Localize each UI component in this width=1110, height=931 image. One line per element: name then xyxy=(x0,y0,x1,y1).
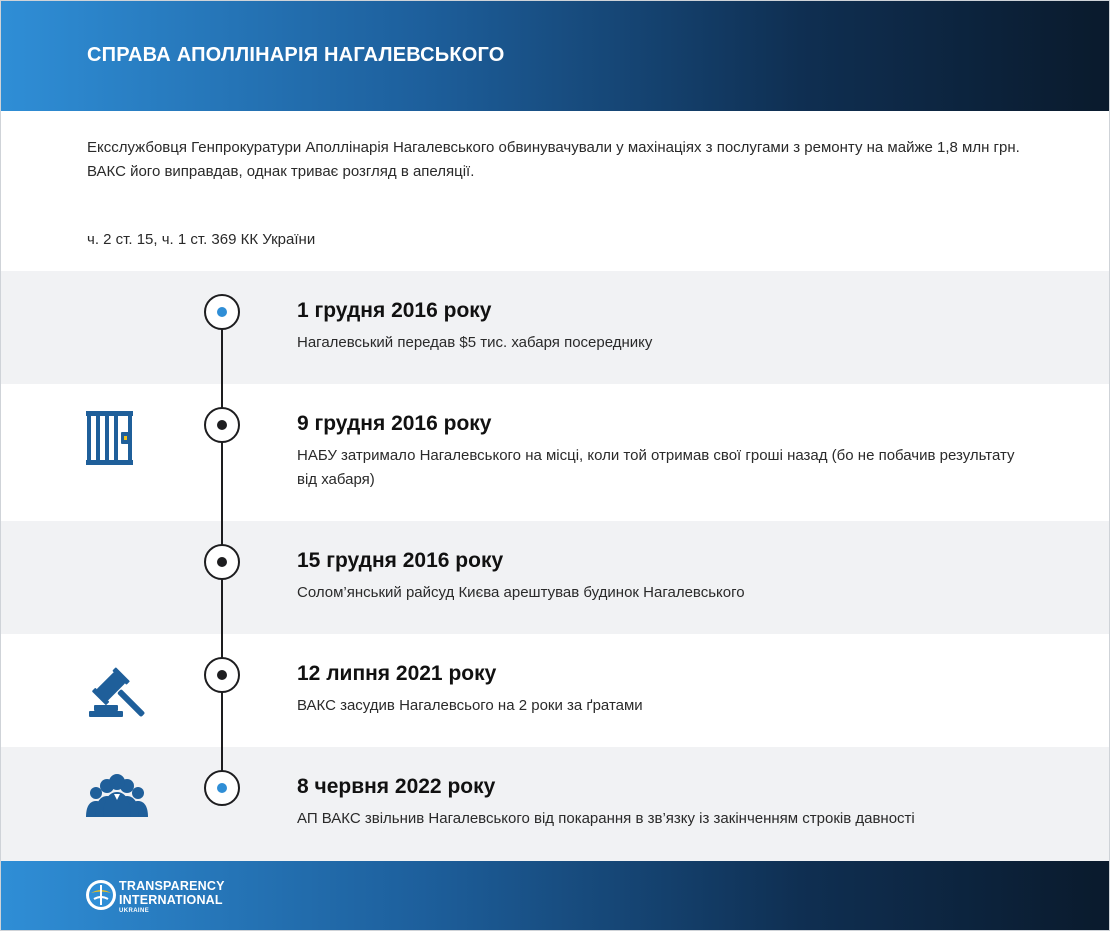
event-date-2: 9 грудня 2016 року xyxy=(297,412,492,435)
timeline-row-4 xyxy=(1,634,1110,747)
event-description-5: АП ВАКС звільнив Нагалевського від покарання в зв’язку із закінченням строків давності xyxy=(297,810,915,827)
timeline-node-4 xyxy=(204,657,240,693)
footer-banner xyxy=(1,861,1110,931)
logo-text-ukraine: UKRAINE xyxy=(119,908,150,914)
jail-bars-icon xyxy=(86,411,134,467)
page-title: СПРАВА АПОЛЛІНАРІЯ НАГАЛЕВСЬКОГО xyxy=(87,44,505,66)
timeline-row-1 xyxy=(1,271,1110,384)
intro-text: Ексслужбовця Генпрокуратури Аполлінарія Нагалевського обвинувачували у махінаціях з послугами з ремонту на майже 1,8 млн грн. ВАКС його виправдав, однак триває розгляд в апеляції. xyxy=(87,139,1020,180)
globe-logo-icon xyxy=(85,879,117,911)
timeline-dot xyxy=(217,420,227,430)
event-date-3: 15 грудня 2016 року xyxy=(297,549,504,572)
timeline-dot xyxy=(217,557,227,567)
event-date-5: 8 червня 2022 року xyxy=(297,775,496,798)
event-date-1: 1 грудня 2016 року xyxy=(297,299,492,322)
timeline-dot xyxy=(217,670,227,680)
gavel-icon xyxy=(85,661,149,725)
header-banner xyxy=(1,1,1110,111)
timeline-row-5 xyxy=(1,747,1110,861)
law-reference: ч. 2 ст. 15, ч. 1 ст. 369 КК України xyxy=(87,231,316,248)
event-description-2: НАБУ затримало Нагалевського на місці, коли той отримав свої гроші назад (бо не побачив результату від хабаря) xyxy=(297,447,1015,488)
judges-panel-icon xyxy=(85,773,149,819)
ti-ukraine-logo xyxy=(85,877,245,917)
timeline-dot xyxy=(217,783,227,793)
event-date-4: 12 липня 2021 року xyxy=(297,662,497,685)
event-description-3: Солом’янський райсуд Києва арештував будинок Нагалевського xyxy=(297,584,745,601)
logo-text-transparency: TRANSPARENCY xyxy=(119,879,225,893)
timeline-row-3 xyxy=(1,521,1110,634)
timeline-node-1 xyxy=(204,294,240,330)
event-description-1: Нагалевський передав $5 тис. хабаря посереднику xyxy=(297,334,653,351)
timeline-node-5 xyxy=(204,770,240,806)
logo-text-international: INTERNATIONAL xyxy=(119,893,223,907)
timeline-node-2 xyxy=(204,407,240,443)
timeline-dot xyxy=(217,307,227,317)
event-description-4: ВАКС засудив Нагалевсього на 2 роки за ґратами xyxy=(297,697,643,714)
timeline-node-3 xyxy=(204,544,240,580)
